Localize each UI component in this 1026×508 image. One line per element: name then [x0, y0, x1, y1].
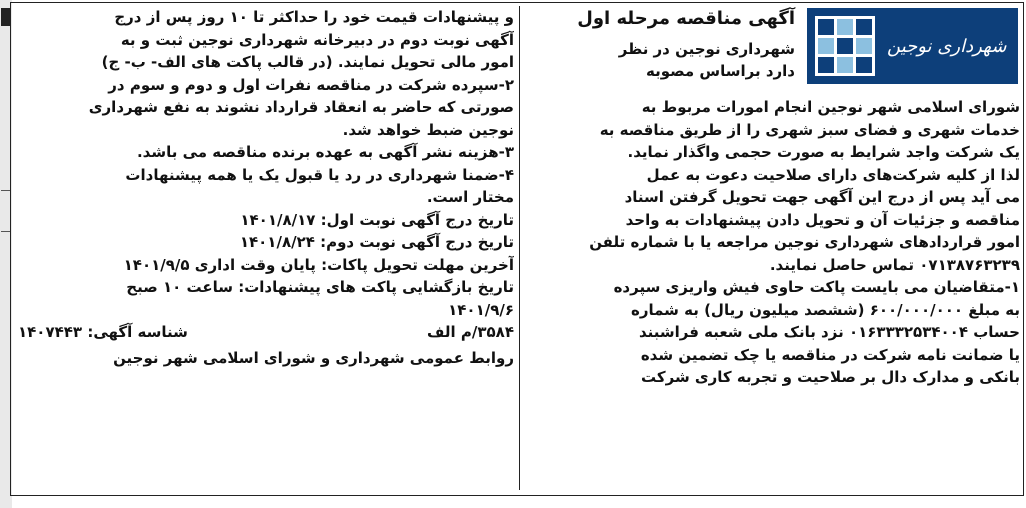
body-line: امور قراردادهای شهرداری نوجین مراجعه یا با شماره تلفن [589, 233, 1020, 251]
phone-line: ۰۷۱۳۸۷۶۳۲۳۹ تماس حاصل نمایند. [769, 255, 1020, 274]
date-line: ۱۴۰۱/۹/۶ [448, 300, 514, 319]
body-line: به مبلغ ۶۰۰/۰۰۰/۰۰۰ (ششصد میلیون ریال) به شماره [630, 300, 1020, 319]
edge-mark [1, 8, 10, 26]
body-line: لذا از کلیه شرکت‌های دارای صلاحیت دعوت به عمل [646, 165, 1020, 184]
body-line: بانکی و مدارک دال بر صلاحیت و تجربه کاری شرکت [641, 368, 1020, 386]
municipality-logo [807, 8, 1018, 84]
body-line: مناقصه و جزئیات آن و تحویل دادن پیشنهادات به واحد [625, 210, 1020, 229]
body-line: حساب ۰۱۶۳۳۳۲۵۳۴۰۰۴ نزد بانک ملی شعبه فراشبند [638, 323, 1020, 341]
intro-line: دارد براساس مصوبه [645, 62, 795, 80]
body-line: خدمات شهری و فضای سبز شهری را از طریق مناقصه به [599, 120, 1020, 139]
date-line: تاریخ درج آگهی نوبت اول: ۱۴۰۱/۸/۱۷ [240, 210, 514, 229]
body-line: نوجین ضبط خواهد شد. [342, 120, 514, 139]
ad-header [522, 6, 1020, 96]
column-divider [519, 6, 520, 490]
date-line: تاریخ درج آگهی نوبت دوم: ۱۴۰۱/۸/۲۴ [239, 233, 514, 251]
body-line: ۱-متقاضیان می بایست پاکت حاوی فیش واریزی سپرده [613, 278, 1020, 296]
body-line: امور مالی تحویل نمایند. (در قالب پاکت های الف- ب- ج) [101, 53, 514, 71]
date-line: تاریخ بازگشایی پاکت های پیشنهادات: ساعت ۱۰ صبح [126, 278, 514, 296]
body-line: صورتی که حاضر به انعقاد قرارداد نشوند به نفع شهرداری [88, 98, 514, 116]
ad-title: آگهی مناقصه مرحله اول [577, 8, 795, 29]
date-line: آخرین مهلت تحویل پاکات: پایان وقت اداری ۱۴۰۱/۹/۵ [123, 255, 514, 274]
body-line: یک شرکت واجد شرایط به صورت حجمی واگذار نماید. [627, 143, 1020, 161]
ad-signature: روابط عمومی شهرداری و شورای اسلامی شهر نوجین [113, 348, 514, 367]
body-line: آگهی نوبت دوم در دبیرخانه شهرداری نوجین ثبت و به [120, 30, 514, 49]
ad-meta [18, 321, 514, 344]
ad-id: شناسه آگهی: ۱۴۰۷۴۴۳ [18, 323, 188, 341]
body-line: می آید پس از درج این آگهی جهت تحویل گرفتن اسناد [624, 188, 1020, 206]
logo-emblem [815, 16, 875, 76]
left-column [18, 6, 514, 490]
body-line: ۳-هزینه نشر آگهی به عهده برنده مناقصه می باشد. [136, 143, 514, 161]
body-line: ۲-سپرده شرکت در مناقصه نفرات اول و دوم و سوم در [108, 75, 514, 94]
logo-text: شهرداری نوجین [887, 35, 1007, 57]
body-line: ۴-ضمنا شهرداری در رد یا قبول یک یا همه پیشنهادات [125, 165, 514, 184]
body-line: یا ضمانت نامه شرکت در مناقصه یا چک تضمین شده [640, 345, 1020, 364]
intro-line: شهرداری نوجین در نظر [618, 40, 795, 58]
body-line: شورای اسلامی شهر نوجین انجام امورات مربوط به [641, 98, 1020, 116]
body-line: و پیشنهادات قیمت خود را حداکثر تا ۱۰ روز پس از درج [114, 8, 514, 26]
body-line: مختار است. [426, 188, 514, 206]
ad-reference: ۳۵۸۴/م الف [427, 323, 514, 341]
right-column [522, 6, 1020, 490]
